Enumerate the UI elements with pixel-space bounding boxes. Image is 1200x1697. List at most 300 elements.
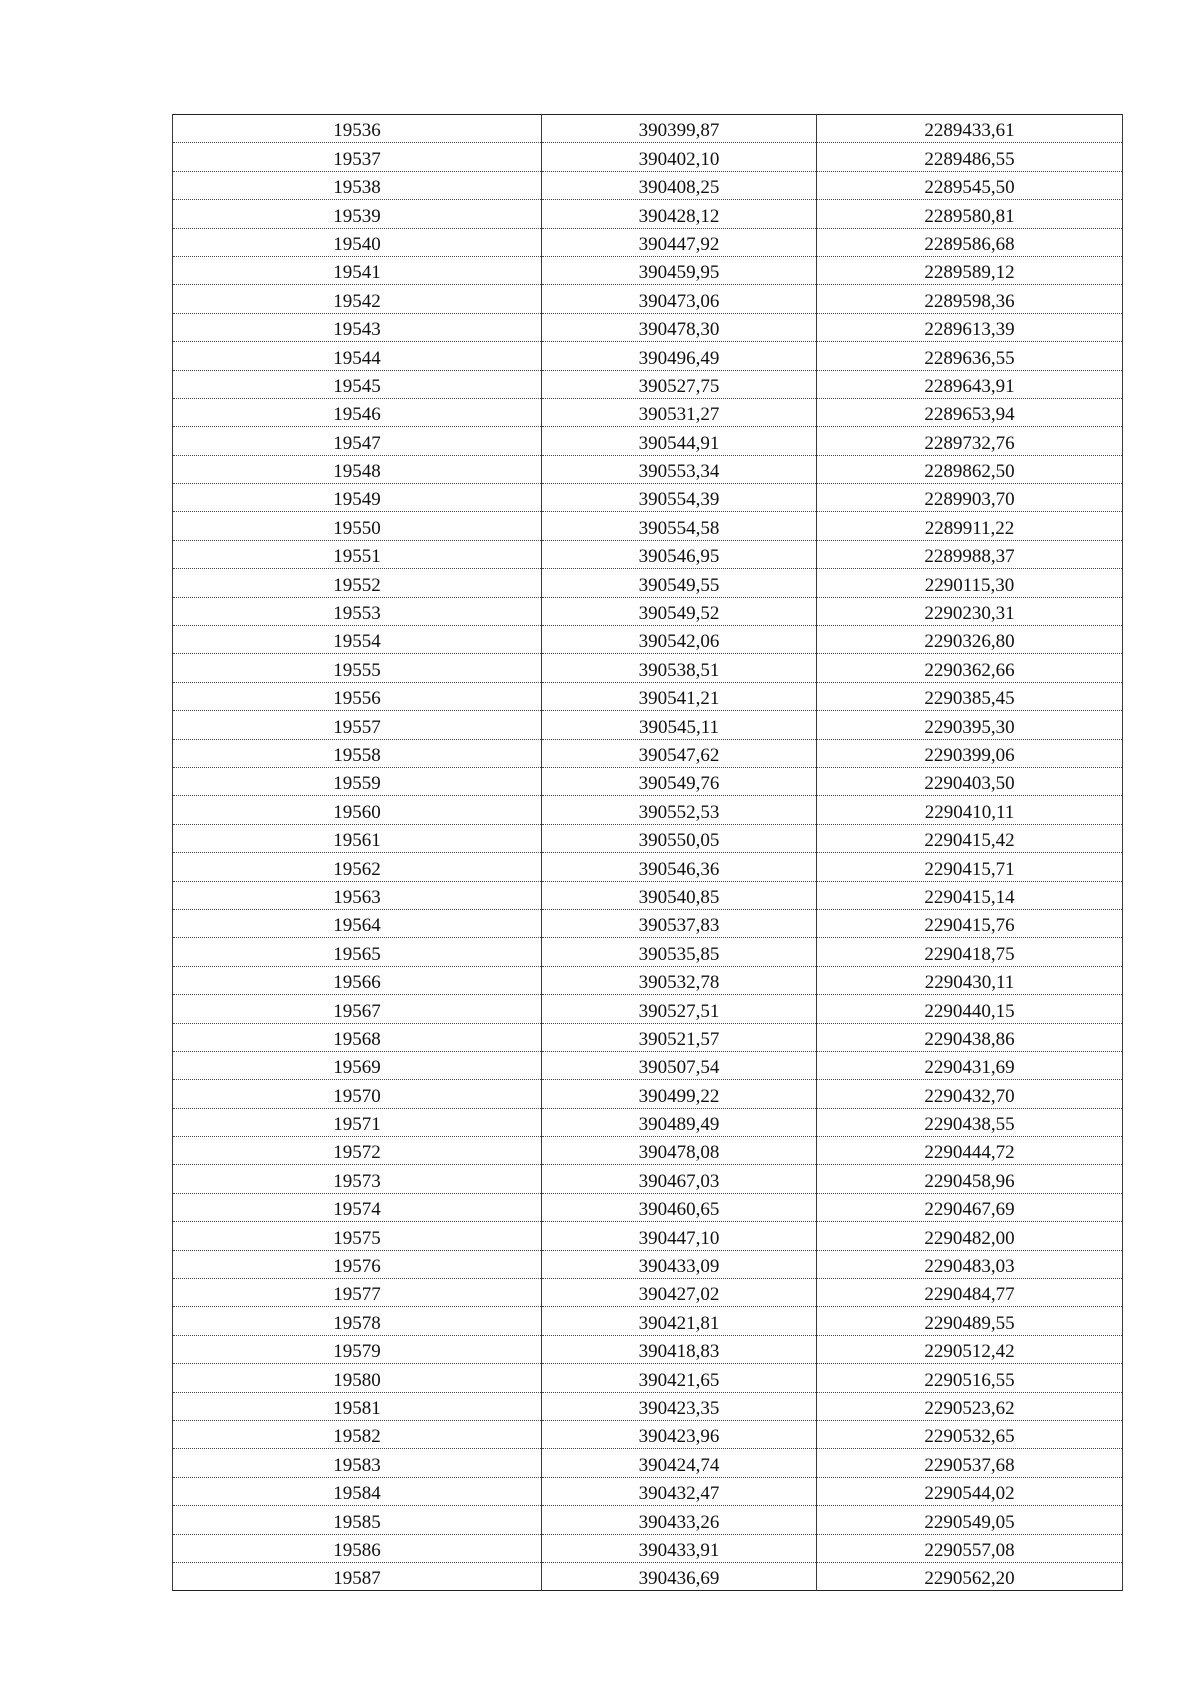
x-coordinate-cell	[542, 1335, 817, 1363]
y-coordinate-cell	[817, 1051, 1123, 1079]
cell-value: 390537,83	[638, 915, 720, 937]
y-coordinate-cell	[817, 767, 1123, 795]
y-coordinate-cell	[817, 427, 1123, 455]
cell-value: 390433,09	[638, 1256, 720, 1278]
point-number-cell	[173, 115, 542, 143]
cell-value: 390552,53	[638, 801, 720, 823]
point-number-cell	[173, 1364, 542, 1392]
cell-value: 390427,02	[638, 1284, 720, 1306]
cell-value: 19543	[333, 319, 381, 341]
cell-value: 19578	[333, 1312, 381, 1334]
x-coordinate-cell	[542, 540, 817, 568]
cell-value: 19556	[333, 688, 381, 710]
point-number-cell	[173, 171, 542, 199]
table-row	[173, 1506, 1123, 1534]
cell-value: 2290482,00	[924, 1227, 1015, 1249]
table-row	[173, 1250, 1123, 1278]
table-row	[173, 1534, 1123, 1562]
y-coordinate-cell	[817, 853, 1123, 881]
point-number-cell	[173, 143, 542, 171]
cell-value: 390460,65	[638, 1199, 720, 1221]
cell-value: 2290549,05	[924, 1511, 1015, 1533]
x-coordinate-cell	[542, 1562, 817, 1590]
point-number-cell	[173, 739, 542, 767]
x-coordinate-cell	[542, 682, 817, 710]
cell-value: 390489,49	[638, 1114, 720, 1136]
cell-value: 2290458,96	[924, 1170, 1015, 1192]
table-row	[173, 1364, 1123, 1392]
cell-value: 19536	[333, 120, 381, 142]
point-number-cell	[173, 1193, 542, 1221]
cell-value: 390507,54	[638, 1057, 720, 1079]
cell-value: 390447,92	[638, 233, 720, 255]
point-number-cell	[173, 427, 542, 455]
cell-value: 2290326,80	[924, 631, 1015, 653]
cell-value: 390473,06	[638, 290, 720, 312]
cell-value: 2289613,39	[924, 319, 1015, 341]
point-number-cell	[173, 1307, 542, 1335]
point-number-cell	[173, 1506, 542, 1534]
cell-value: 2290410,11	[924, 801, 1015, 823]
cell-value: 2289580,81	[924, 205, 1015, 227]
y-coordinate-cell	[817, 1335, 1123, 1363]
cell-value: 2289545,50	[924, 177, 1015, 199]
cell-value: 19579	[333, 1341, 381, 1363]
table-row	[173, 909, 1123, 937]
table-row	[173, 1222, 1123, 1250]
x-coordinate-cell	[542, 398, 817, 426]
point-number-cell	[173, 626, 542, 654]
cell-value: 2289486,55	[924, 148, 1015, 170]
cell-value: 2290532,65	[924, 1426, 1015, 1448]
cell-value: 390521,57	[638, 1028, 720, 1050]
x-coordinate-cell	[542, 313, 817, 341]
cell-value: 2290418,75	[924, 943, 1015, 965]
table-row	[173, 171, 1123, 199]
y-coordinate-cell	[817, 484, 1123, 512]
point-number-cell	[173, 370, 542, 398]
table-row	[173, 597, 1123, 625]
x-coordinate-cell	[542, 1392, 817, 1420]
x-coordinate-cell	[542, 370, 817, 398]
table-row	[173, 1279, 1123, 1307]
cell-value: 2289636,55	[924, 347, 1015, 369]
table-row	[173, 285, 1123, 313]
x-coordinate-cell	[542, 171, 817, 199]
cell-value: 19582	[333, 1426, 381, 1448]
y-coordinate-cell	[817, 1364, 1123, 1392]
cell-value: 2289589,12	[924, 262, 1015, 284]
table-row	[173, 256, 1123, 284]
table-row	[173, 1051, 1123, 1079]
table-row	[173, 1108, 1123, 1136]
table-row	[173, 1449, 1123, 1477]
y-coordinate-cell	[817, 739, 1123, 767]
cell-value: 2290489,55	[924, 1312, 1015, 1334]
point-number-cell	[173, 1108, 542, 1136]
x-coordinate-cell	[542, 1193, 817, 1221]
cell-value: 19573	[333, 1170, 381, 1192]
cell-value: 2290362,66	[924, 659, 1015, 681]
x-coordinate-cell	[542, 995, 817, 1023]
cell-value: 19583	[333, 1454, 381, 1476]
coordinates-table-body	[173, 115, 1123, 1591]
cell-value: 2289732,76	[924, 432, 1015, 454]
point-number-cell	[173, 1080, 542, 1108]
coordinates-table	[172, 114, 1123, 1591]
table-row	[173, 1137, 1123, 1165]
cell-value: 19562	[333, 858, 381, 880]
y-coordinate-cell	[817, 1250, 1123, 1278]
y-coordinate-cell	[817, 796, 1123, 824]
x-coordinate-cell	[542, 1023, 817, 1051]
y-coordinate-cell	[817, 1449, 1123, 1477]
cell-value: 19548	[333, 461, 381, 483]
cell-value: 2290403,50	[924, 773, 1015, 795]
table-row	[173, 796, 1123, 824]
cell-value: 19541	[333, 262, 381, 284]
cell-value: 19538	[333, 177, 381, 199]
cell-value: 2289586,68	[924, 233, 1015, 255]
cell-value: 19580	[333, 1369, 381, 1391]
y-coordinate-cell	[817, 200, 1123, 228]
x-coordinate-cell	[542, 711, 817, 739]
y-coordinate-cell	[817, 1477, 1123, 1505]
table-row	[173, 398, 1123, 426]
table-row	[173, 313, 1123, 341]
table-row	[173, 484, 1123, 512]
x-coordinate-cell	[542, 285, 817, 313]
cell-value: 390535,85	[638, 943, 720, 965]
table-row	[173, 1193, 1123, 1221]
cell-value: 390554,58	[638, 517, 720, 539]
table-row	[173, 228, 1123, 256]
cell-value: 19545	[333, 375, 381, 397]
table-row	[173, 1335, 1123, 1363]
cell-value: 2290115,30	[924, 574, 1015, 596]
cell-value: 390531,27	[638, 404, 720, 426]
cell-value: 19550	[333, 517, 381, 539]
table-row	[173, 853, 1123, 881]
y-coordinate-cell	[817, 1392, 1123, 1420]
cell-value: 19576	[333, 1256, 381, 1278]
cell-value: 2290430,11	[924, 972, 1015, 994]
cell-value: 390546,36	[638, 858, 720, 880]
cell-value: 390467,03	[638, 1170, 720, 1192]
cell-value: 2290544,02	[924, 1483, 1015, 1505]
x-coordinate-cell	[542, 1137, 817, 1165]
cell-value: 390544,91	[638, 432, 720, 454]
y-coordinate-cell	[817, 1562, 1123, 1590]
cell-value: 19565	[333, 943, 381, 965]
x-coordinate-cell	[542, 1250, 817, 1278]
y-coordinate-cell	[817, 115, 1123, 143]
cell-value: 390527,51	[638, 1000, 720, 1022]
y-coordinate-cell	[817, 711, 1123, 739]
x-coordinate-cell	[542, 767, 817, 795]
cell-value: 390527,75	[638, 375, 720, 397]
y-coordinate-cell	[817, 228, 1123, 256]
cell-value: 19552	[333, 574, 381, 596]
y-coordinate-cell	[817, 1279, 1123, 1307]
table-row	[173, 540, 1123, 568]
table-row	[173, 1420, 1123, 1448]
cell-value: 2289653,94	[924, 404, 1015, 426]
point-number-cell	[173, 569, 542, 597]
table-row	[173, 143, 1123, 171]
y-coordinate-cell	[817, 1222, 1123, 1250]
y-coordinate-cell	[817, 881, 1123, 909]
cell-value: 19546	[333, 404, 381, 426]
point-number-cell	[173, 256, 542, 284]
table-row	[173, 767, 1123, 795]
cell-value: 390541,21	[638, 688, 720, 710]
cell-value: 19568	[333, 1028, 381, 1050]
x-coordinate-cell	[542, 1364, 817, 1392]
cell-value: 19547	[333, 432, 381, 454]
y-coordinate-cell	[817, 1420, 1123, 1448]
y-coordinate-cell	[817, 1023, 1123, 1051]
cell-value: 390433,91	[638, 1539, 720, 1561]
y-coordinate-cell	[817, 313, 1123, 341]
cell-value: 2290523,62	[924, 1397, 1015, 1419]
y-coordinate-cell	[817, 682, 1123, 710]
cell-value: 19567	[333, 1000, 381, 1022]
table-row	[173, 342, 1123, 370]
x-coordinate-cell	[542, 1108, 817, 1136]
table-row	[173, 966, 1123, 994]
cell-value: 2290444,72	[924, 1142, 1015, 1164]
x-coordinate-cell	[542, 739, 817, 767]
cell-value: 390423,35	[638, 1397, 720, 1419]
x-coordinate-cell	[542, 569, 817, 597]
y-coordinate-cell	[817, 654, 1123, 682]
table-row	[173, 682, 1123, 710]
cell-value: 19570	[333, 1085, 381, 1107]
point-number-cell	[173, 1449, 542, 1477]
point-number-cell	[173, 682, 542, 710]
cell-value: 390554,39	[638, 489, 720, 511]
point-number-cell	[173, 512, 542, 540]
cell-value: 390447,10	[638, 1227, 720, 1249]
x-coordinate-cell	[542, 1165, 817, 1193]
cell-value: 19574	[333, 1199, 381, 1221]
cell-value: 2290399,06	[924, 744, 1015, 766]
y-coordinate-cell	[817, 256, 1123, 284]
cell-value: 2290512,42	[924, 1341, 1015, 1363]
cell-value: 19560	[333, 801, 381, 823]
x-coordinate-cell	[542, 143, 817, 171]
point-number-cell	[173, 597, 542, 625]
cell-value: 2290557,08	[924, 1539, 1015, 1561]
table-row	[173, 938, 1123, 966]
cell-value: 19542	[333, 290, 381, 312]
y-coordinate-cell	[817, 909, 1123, 937]
y-coordinate-cell	[817, 171, 1123, 199]
table-row	[173, 881, 1123, 909]
cell-value: 19558	[333, 744, 381, 766]
point-number-cell	[173, 540, 542, 568]
cell-value: 19555	[333, 659, 381, 681]
cell-value: 2290516,55	[924, 1369, 1015, 1391]
cell-value: 19539	[333, 205, 381, 227]
cell-value: 390546,95	[638, 546, 720, 568]
cell-value: 2290438,86	[924, 1028, 1015, 1050]
point-number-cell	[173, 1335, 542, 1363]
point-number-cell	[173, 1279, 542, 1307]
point-number-cell	[173, 1137, 542, 1165]
cell-value: 2290230,31	[924, 603, 1015, 625]
y-coordinate-cell	[817, 1193, 1123, 1221]
cell-value: 19551	[333, 546, 381, 568]
x-coordinate-cell	[542, 1534, 817, 1562]
x-coordinate-cell	[542, 938, 817, 966]
x-coordinate-cell	[542, 342, 817, 370]
cell-value: 390421,81	[638, 1312, 720, 1334]
cell-value: 2289862,50	[924, 461, 1015, 483]
table-row	[173, 427, 1123, 455]
point-number-cell	[173, 228, 542, 256]
cell-value: 390424,74	[638, 1454, 720, 1476]
cell-value: 390423,96	[638, 1426, 720, 1448]
cell-value: 19585	[333, 1511, 381, 1533]
table-row	[173, 1562, 1123, 1590]
table-row	[173, 455, 1123, 483]
point-number-cell	[173, 1420, 542, 1448]
cell-value: 19564	[333, 915, 381, 937]
point-number-cell	[173, 938, 542, 966]
point-number-cell	[173, 1023, 542, 1051]
cell-value: 2290440,15	[924, 1000, 1015, 1022]
point-number-cell	[173, 995, 542, 1023]
x-coordinate-cell	[542, 1222, 817, 1250]
table-row	[173, 711, 1123, 739]
x-coordinate-cell	[542, 1449, 817, 1477]
cell-value: 390399,87	[638, 120, 720, 142]
point-number-cell	[173, 1392, 542, 1420]
table-row	[173, 1307, 1123, 1335]
cell-value: 390459,95	[638, 262, 720, 284]
table-row	[173, 1392, 1123, 1420]
cell-value: 390428,12	[638, 205, 720, 227]
cell-value: 19563	[333, 886, 381, 908]
cell-value: 19537	[333, 148, 381, 170]
cell-value: 390538,51	[638, 659, 720, 681]
y-coordinate-cell	[817, 285, 1123, 313]
cell-value: 2290415,42	[924, 830, 1015, 852]
cell-value: 390433,26	[638, 1511, 720, 1533]
point-number-cell	[173, 796, 542, 824]
y-coordinate-cell	[817, 626, 1123, 654]
cell-value: 390532,78	[638, 972, 720, 994]
table-row	[173, 115, 1123, 143]
cell-value: 2290431,69	[924, 1057, 1015, 1079]
cell-value: 2290537,68	[924, 1454, 1015, 1476]
point-number-cell	[173, 1534, 542, 1562]
table-row	[173, 739, 1123, 767]
y-coordinate-cell	[817, 1137, 1123, 1165]
cell-value: 2290415,71	[924, 858, 1015, 880]
x-coordinate-cell	[542, 1506, 817, 1534]
point-number-cell	[173, 909, 542, 937]
cell-value: 19561	[333, 830, 381, 852]
cell-value: 390549,52	[638, 603, 720, 625]
x-coordinate-cell	[542, 484, 817, 512]
cell-value: 19571	[333, 1114, 381, 1136]
table-row	[173, 824, 1123, 852]
x-coordinate-cell	[542, 796, 817, 824]
table-row	[173, 512, 1123, 540]
y-coordinate-cell	[817, 1307, 1123, 1335]
cell-value: 19575	[333, 1227, 381, 1249]
cell-value: 390545,11	[638, 716, 720, 738]
x-coordinate-cell	[542, 1279, 817, 1307]
cell-value: 2290484,77	[924, 1284, 1015, 1306]
cell-value: 19559	[333, 773, 381, 795]
cell-value: 19540	[333, 233, 381, 255]
cell-value: 2290438,55	[924, 1114, 1015, 1136]
point-number-cell	[173, 1250, 542, 1278]
cell-value: 2290385,45	[924, 688, 1015, 710]
y-coordinate-cell	[817, 455, 1123, 483]
x-coordinate-cell	[542, 115, 817, 143]
cell-value: 2289911,22	[924, 517, 1015, 539]
cell-value: 19554	[333, 631, 381, 653]
x-coordinate-cell	[542, 881, 817, 909]
point-number-cell	[173, 484, 542, 512]
y-coordinate-cell	[817, 540, 1123, 568]
y-coordinate-cell	[817, 143, 1123, 171]
point-number-cell	[173, 1051, 542, 1079]
x-coordinate-cell	[542, 228, 817, 256]
table-row	[173, 626, 1123, 654]
y-coordinate-cell	[817, 1108, 1123, 1136]
cell-value: 19553	[333, 603, 381, 625]
point-number-cell	[173, 285, 542, 313]
cell-value: 390402,10	[638, 148, 720, 170]
cell-value: 2289598,36	[924, 290, 1015, 312]
cell-value: 390499,22	[638, 1085, 720, 1107]
y-coordinate-cell	[817, 512, 1123, 540]
point-number-cell	[173, 966, 542, 994]
cell-value: 390418,83	[638, 1341, 720, 1363]
cell-value: 2290467,69	[924, 1199, 1015, 1221]
x-coordinate-cell	[542, 654, 817, 682]
cell-value: 390421,65	[638, 1369, 720, 1391]
cell-value: 390542,06	[638, 631, 720, 653]
point-number-cell	[173, 711, 542, 739]
table-row	[173, 1080, 1123, 1108]
cell-value: 390436,69	[638, 1568, 720, 1590]
cell-value: 19581	[333, 1397, 381, 1419]
y-coordinate-cell	[817, 1506, 1123, 1534]
x-coordinate-cell	[542, 824, 817, 852]
point-number-cell	[173, 398, 542, 426]
cell-value: 19557	[333, 716, 381, 738]
point-number-cell	[173, 654, 542, 682]
cell-value: 2290562,20	[924, 1568, 1015, 1590]
cell-value: 390547,62	[638, 744, 720, 766]
x-coordinate-cell	[542, 1477, 817, 1505]
cell-value: 19577	[333, 1284, 381, 1306]
cell-value: 390496,49	[638, 347, 720, 369]
cell-value: 390478,30	[638, 319, 720, 341]
cell-value: 2290483,03	[924, 1256, 1015, 1278]
x-coordinate-cell	[542, 1080, 817, 1108]
table-row	[173, 654, 1123, 682]
cell-value: 19586	[333, 1539, 381, 1561]
point-number-cell	[173, 767, 542, 795]
